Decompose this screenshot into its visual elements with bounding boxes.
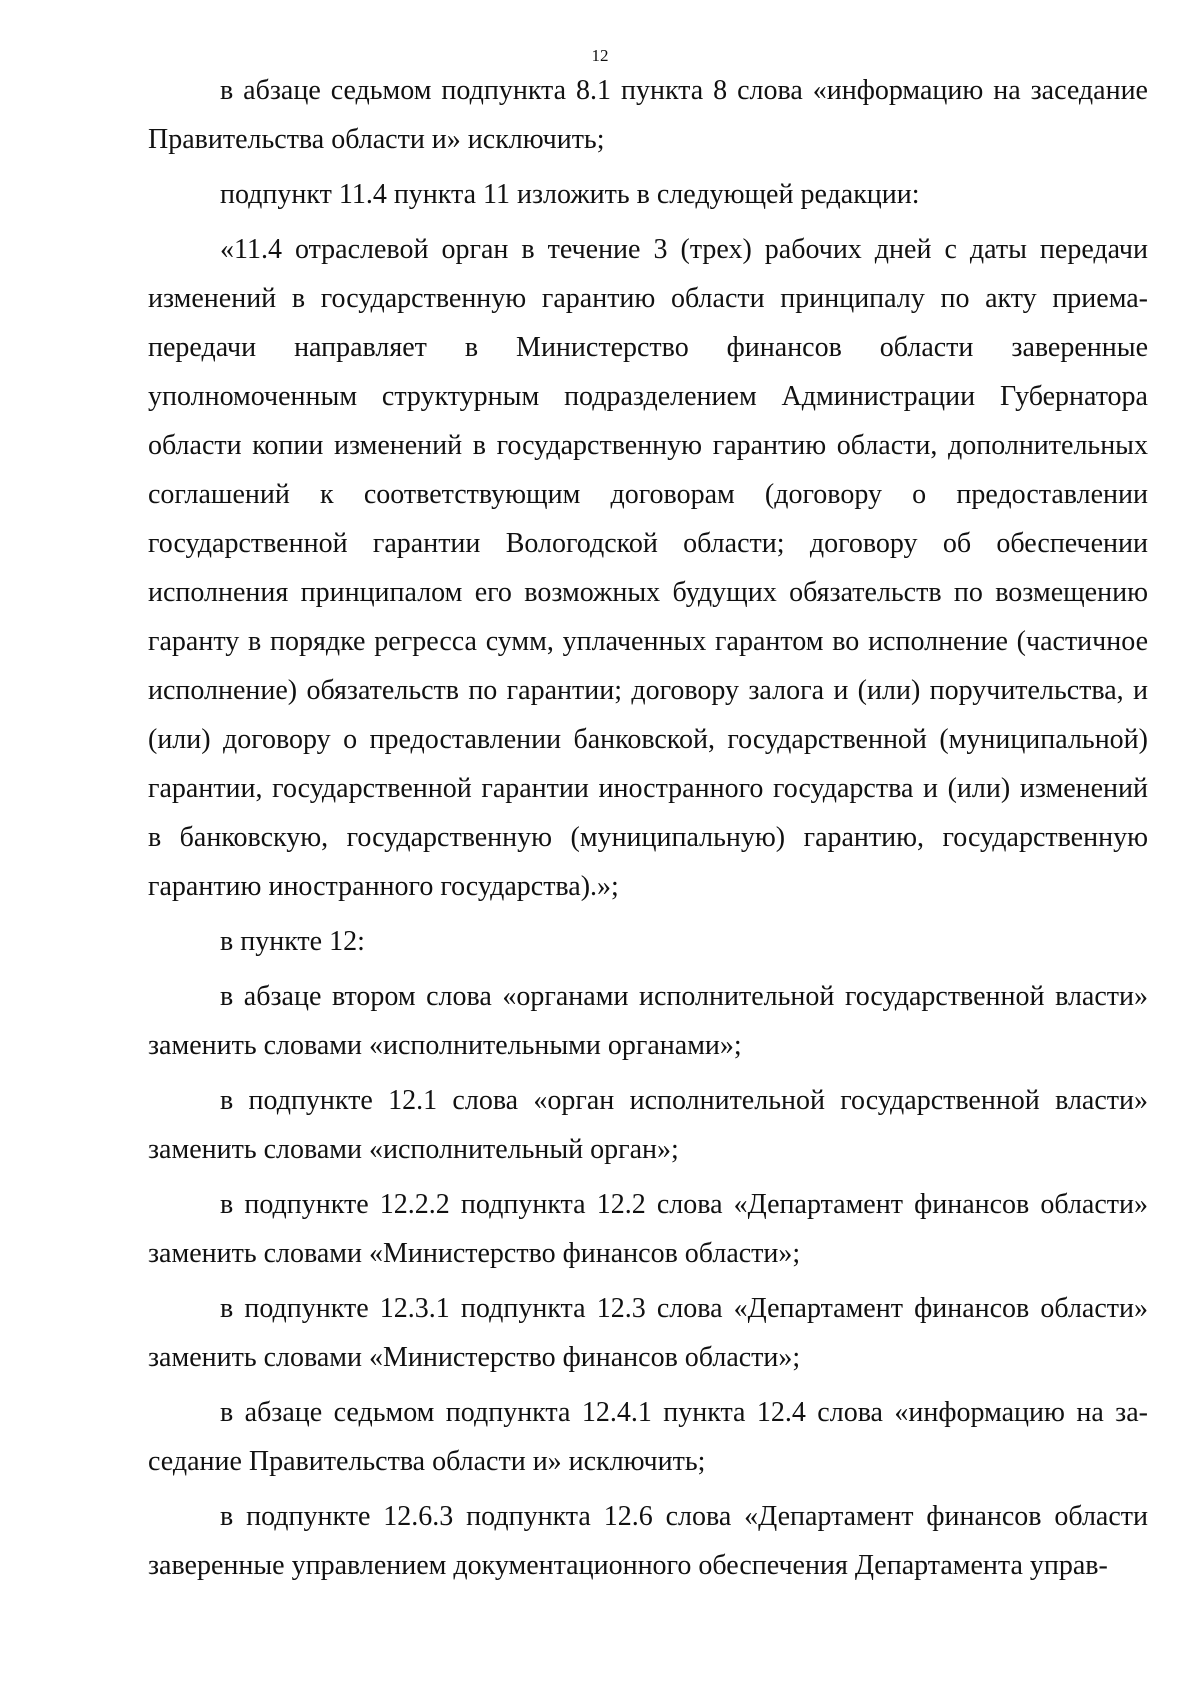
page-number: 12 — [591, 46, 609, 65]
paragraph: в подпункте 12.1 слова «орган исполнительной государственной власти» заменить словами «исполнительный орган»; — [148, 1085, 1148, 1165]
paragraph: в подпункте 12.6.3 подпункта 12.6 слова «Департамент финансов области заверенные управлением документационного обеспечения Департамента управ- — [148, 1501, 1148, 1581]
paragraph: в абзаце седьмом подпункта 12.4.1 пункта 12.4 слова «информацию на за-седание Правительства области и» исключить; — [148, 1397, 1148, 1477]
paragraph: в пункте 12: — [220, 926, 365, 957]
document-body — [148, 66, 1148, 1596]
paragraph: в подпункте 12.3.1 подпункта 12.3 слова «Департамент финансов области» заменить словами «Министерство финансов области»; — [148, 1293, 1148, 1373]
paragraph: в абзаце седьмом подпункта 8.1 пункта 8 слова «информацию на заседание Правительства области и» исключить; — [148, 75, 1148, 155]
paragraph: «11.4 отраслевой орган в течение 3 (трех) рабочих дней с даты передачи изменений в государственную гарантию области принципалу по акту приема-передачи направляет в Министерство финансов области заверенные уполномоченным структурным подразделением Администрации Губернатора области копии изменений в государственную гарантию области, дополнительных соглашений к соответствующим договорам (договору о предоставлении государственной гарантии Вологодской области; договору об обеспечении исполнения принципалом его возможных будущих обязательств по возмещению гаранту в порядке регресса сумм, уплаченных гарантом во исполнение (частичное исполнение) обязательств по гарантии; договору залога и (или) поручительства, и (или) договору о предоставлении банковской, государственной (муниципальной) гарантии, государственной гарантии иностранного государства и (или) изменений в банковскую, государственную (муниципальную) гарантию, государственную гарантию иностранного государства).»; — [148, 234, 1148, 902]
paragraph: подпункт 11.4 пункта 11 изложить в следующей редакции: — [220, 179, 920, 210]
paragraph: в абзаце втором слова «органами исполнительной государственной власти» заменить словами «исполнительными органами»; — [148, 981, 1148, 1061]
paragraph: в подпункте 12.2.2 подпункта 12.2 слова «Департамент финансов области» заменить словами «Министерство финансов области»; — [148, 1189, 1148, 1269]
